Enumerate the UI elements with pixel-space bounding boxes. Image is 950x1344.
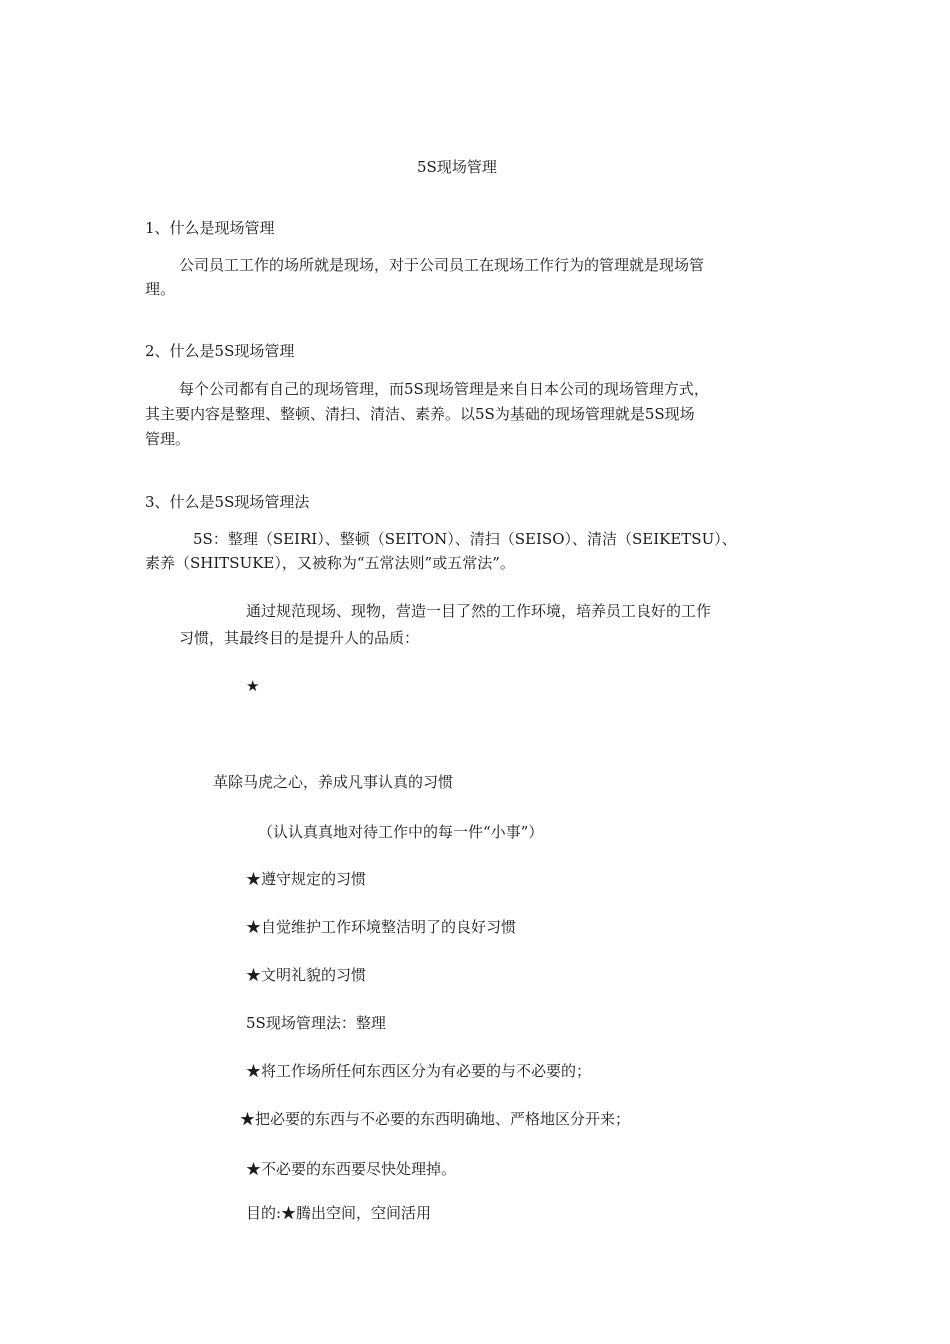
habit-item-2: ★遵守规定的习惯: [246, 870, 367, 888]
section-2-paragraph-line-2: 其主要内容是整理、整顿、清扫、清洁、素养。以5S为基础的现场管理就是5S现场: [145, 405, 695, 423]
method-item-2: ★把必要的东西与不必要的东西明确地、严格地区分开来；: [240, 1110, 631, 1128]
section-3-paragraph-line-1: 5S：整理（SEIRI）、整顿（SEITON）、清扫（SEISO）、清洁（SEIKETSU）、: [193, 530, 737, 548]
method-heading: 5S现场管理法：整理: [246, 1014, 386, 1032]
purpose-line: 目的:★腾出空间，空间活用: [246, 1204, 432, 1222]
habit-item-1: 革除马虎之心，养成凡事认真的习惯: [213, 773, 454, 791]
section-1-heading: 1、什么是现场管理: [145, 219, 275, 237]
section-3-heading: 3、什么是5S现场管理法: [145, 493, 310, 511]
section-1-paragraph-line-1: 公司员工工作的场所就是现场，对于公司员工在现场工作行为的管理就是现场管: [179, 256, 705, 274]
method-item-3: ★不必要的东西要尽快处理掉。: [246, 1160, 457, 1178]
section-2-heading: 2、什么是5S现场管理: [145, 342, 295, 360]
method-item-1: ★将工作场所任何东西区分为有必要的与不必要的；: [246, 1062, 592, 1080]
habit-item-4: ★文明礼貌的习惯: [246, 966, 367, 984]
section-2-paragraph-line-3: 管理。: [145, 430, 191, 448]
section-2-paragraph-line-1: 每个公司都有自己的现场管理，而5S现场管理是来自日本公司的现场管理方式，: [179, 380, 709, 398]
document-title: 5S现场管理: [417, 158, 497, 176]
habit-item-1-note: （认认真真地对待工作中的每一件“小事”）: [258, 823, 544, 841]
section-3-paragraph-line-2: 素养（SHITSUKE），又被称为“五常法则”或五常法”。: [145, 554, 515, 572]
habit-item-3: ★自觉维护工作环境整洁明了的良好习惯: [246, 918, 517, 936]
section-1-paragraph-line-2: 理。: [145, 280, 176, 298]
goal-paragraph-line-1: 通过规范现场、现物，营造一目了然的工作环境，培养员工良好的工作: [246, 602, 712, 620]
goal-paragraph-line-2: 习惯，其最终目的是提升人的品质：: [179, 629, 420, 647]
star-icon: ★: [246, 677, 260, 695]
